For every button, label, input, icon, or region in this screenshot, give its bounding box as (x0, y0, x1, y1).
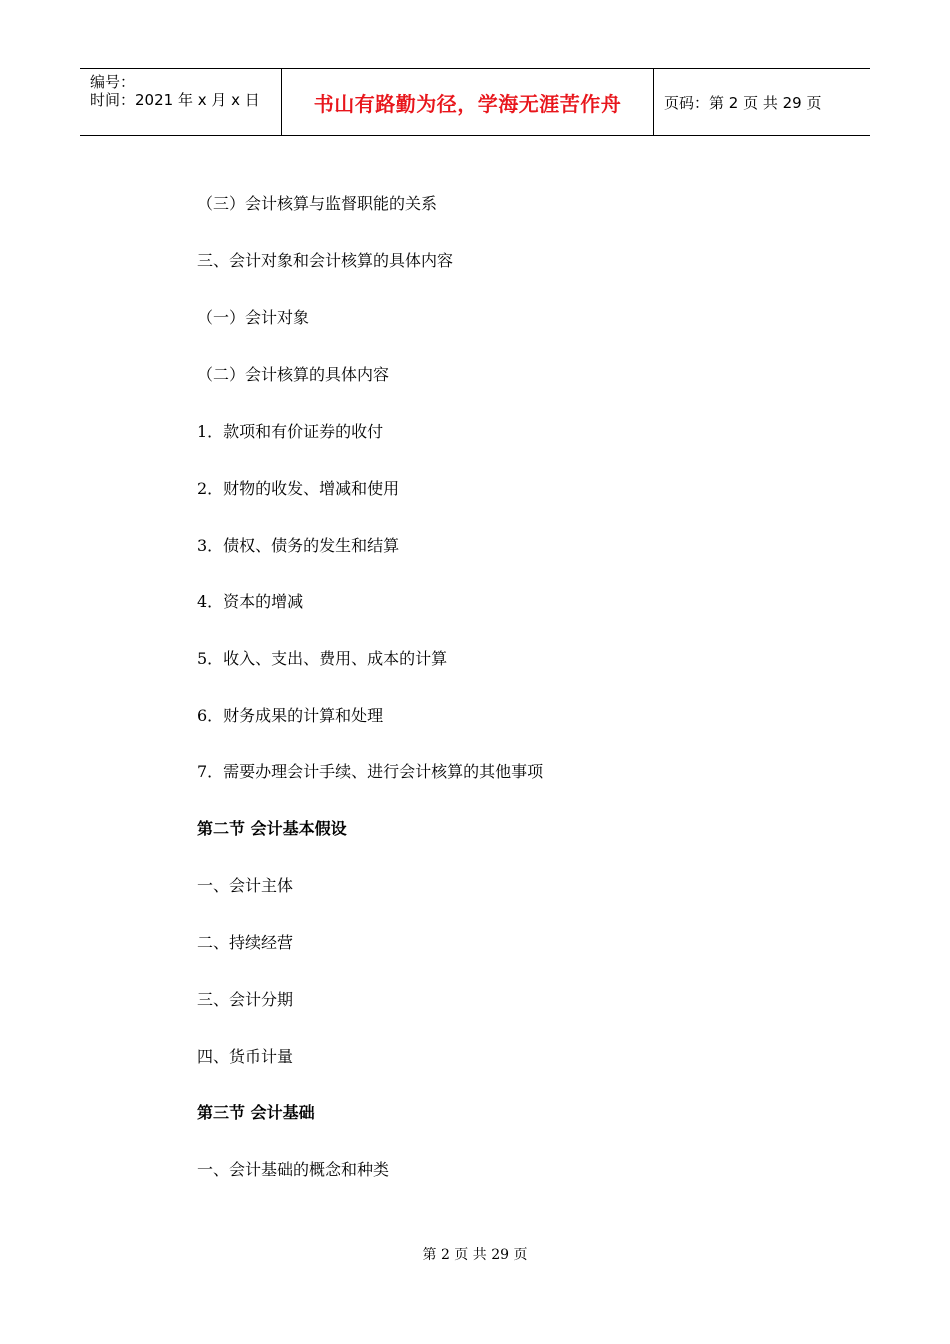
section-line: 3．债权、债务的发生和结算 (197, 536, 400, 555)
section-line: （二）会计核算的具体内容 (197, 365, 390, 384)
section-line: （一）会计对象 (197, 308, 310, 327)
section-line: 一、会计主体 (197, 876, 294, 895)
header-page-cell (654, 69, 870, 135)
footer-page-number: 第 2 页 共 29 页 (422, 1247, 528, 1263)
document-time-label: 时间：2021 年 x 月 x 日 (90, 91, 260, 109)
section-line: 1．款项和有价证券的收付 (197, 422, 384, 441)
section-line: 6．财务成果的计算和处理 (197, 706, 384, 725)
section-line: 二、持续经营 (197, 933, 294, 952)
document-number-label: 编号： (90, 73, 136, 91)
section-heading: 第三节 会计基础 (197, 1103, 315, 1122)
section-line: 三、会计对象和会计核算的具体内容 (197, 251, 454, 270)
page-footer (0, 1246, 950, 1264)
section-line: 2．财物的收发、增减和使用 (197, 479, 400, 498)
header-meta-cell (80, 69, 281, 135)
section-line: 4．资本的增减 (197, 592, 304, 611)
section-line: 一、会计基础的概念和种类 (197, 1160, 390, 1179)
section-heading: 第二节 会计基本假设 (197, 819, 347, 838)
section-line: 四、货币计量 (197, 1047, 294, 1066)
section-line: 三、会计分期 (197, 990, 294, 1009)
section-line: 7．需要办理会计手续、进行会计核算的其他事项 (197, 762, 544, 781)
header-page-info: 页码：第 2 页 共 29 页 (664, 93, 822, 112)
header-motto: 书山有路勤为径，学海无涯苦作舟 (313, 91, 622, 116)
page-header (80, 68, 870, 136)
section-line: 5．收入、支出、费用、成本的计算 (197, 649, 448, 668)
section-line: （三）会计核算与监督职能的关系 (197, 194, 438, 213)
header-motto-cell (281, 69, 654, 135)
